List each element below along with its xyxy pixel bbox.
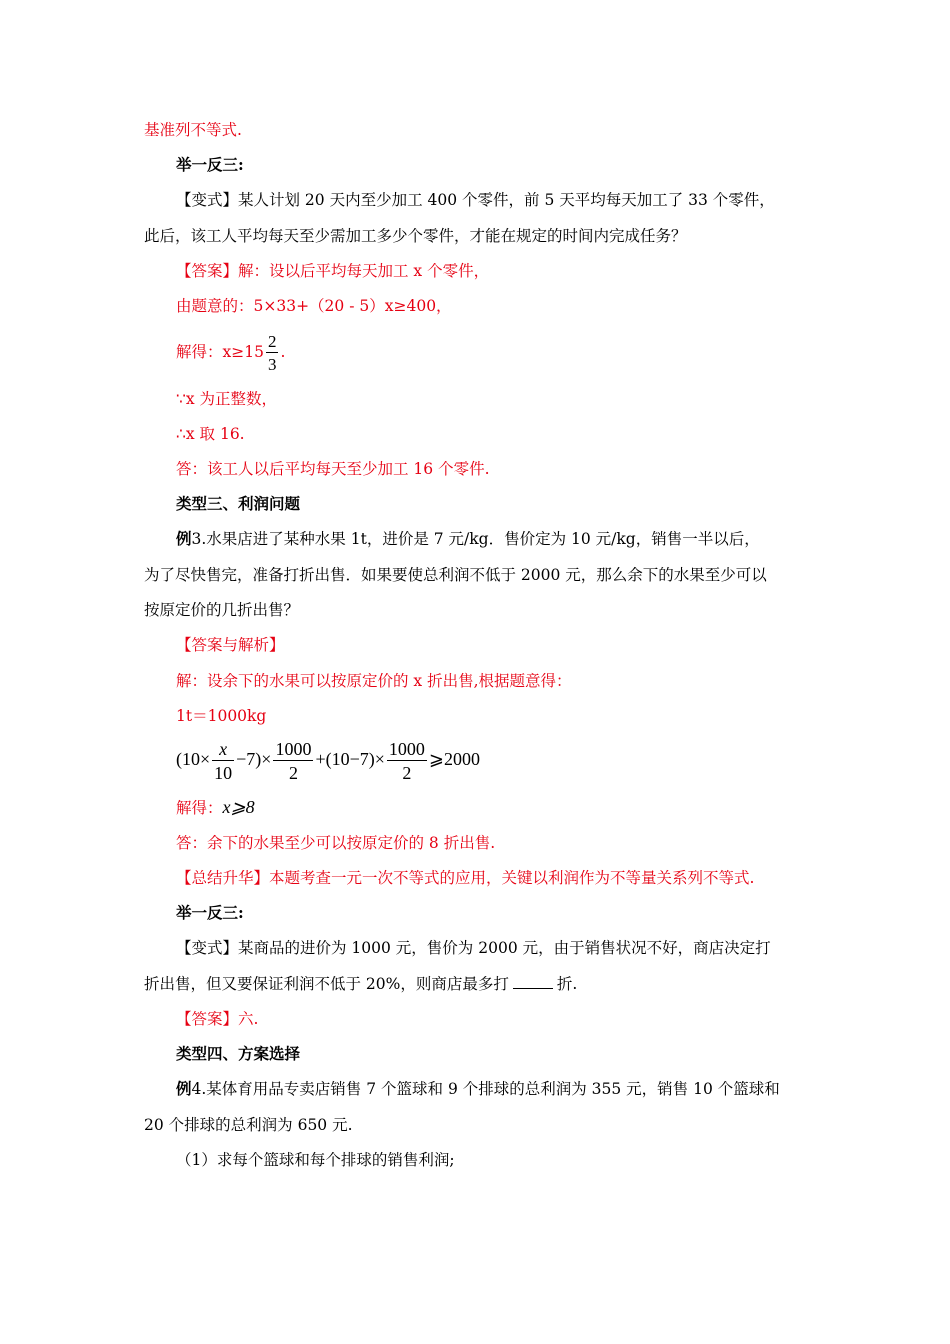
example4-line-2: 20 个排球的总利润为 650 元.: [144, 1116, 353, 1134]
eq-fraction-x-over-10: [212, 740, 234, 782]
summary-tag: 【总结升华】: [176, 869, 270, 887]
variant2-line-2: [144, 973, 577, 995]
solution-setup: 解：设余下的水果可以按原定价的 x 折出售,根据题意得：: [176, 672, 572, 690]
eq-fraction-1000-over-2-a: [273, 740, 313, 782]
eq-part-3: +(10−7)×: [315, 749, 385, 769]
answer-line-2: 由题意的：5×33+（20 - 5）x≥400，: [176, 297, 452, 315]
answer-conclusion: 答：该工人以后平均每天至少加工 16 个零件.: [176, 460, 490, 478]
summary-line: [176, 867, 754, 889]
eq-f1-denominator: 10: [214, 762, 233, 783]
answer-analysis-tag: 【答案与解析】: [176, 636, 285, 654]
answer-solution-line: [176, 330, 285, 374]
eq-part-2: −7)×: [236, 749, 272, 769]
variant-question-line-1: 【变式】某人计划 20 天内至少加工 400 个零件，前 5 天平均每天加工了 33 个零件，: [176, 191, 775, 209]
answer-line-1: 【答案】解：设以后平均每天加工 x 个零件，: [176, 262, 490, 280]
fraction-denominator: 3: [267, 355, 277, 374]
eq-f2-numerator: 1000: [275, 738, 312, 759]
variant2-answer: [176, 1008, 258, 1030]
solution-prefix: 解得：x≥15: [176, 343, 264, 361]
variant2-text-before-blank: 折出售，但又要保证利润不低于 20%，则商店最多打: [144, 975, 509, 993]
variant2-text-after-blank: 折.: [556, 975, 578, 993]
example4-line-1: [176, 1078, 780, 1100]
variant2-answer-text: 六.: [238, 1010, 259, 1028]
eq-f3-denominator: 2: [402, 762, 412, 783]
inequality-equation: [176, 736, 480, 782]
example3-line-1: [176, 528, 760, 550]
eq-f2-denominator: 2: [288, 762, 298, 783]
section-heading-profit: 类型三、利润问题: [176, 494, 301, 513]
fill-in-blank: [513, 974, 553, 989]
variant2-answer-tag: 【答案】: [176, 1010, 239, 1028]
example4-text-1: 4.某体育用品专卖店销售 7 个篮球和 9 个排球的总利润为 355 元，销售 10 个篮球和: [191, 1080, 780, 1098]
paragraph-continuation: 基准列不等式.: [144, 121, 242, 139]
solution-result-math: x⩾8: [222, 797, 255, 817]
summary-text: 本题考查一元一次不等式的应用，关键以利润作为不等量关系列不等式.: [269, 869, 755, 887]
variant2-line-1: 【变式】某商品的进价为 1000 元，售价为 2000 元，由于销售状况不好，商店决定打: [176, 939, 771, 957]
eq-part-1: (10×: [176, 749, 211, 769]
section-heading-practice-2: 举一反三:: [176, 903, 244, 922]
answer-line-because: ∵x 为正整数，: [176, 390, 278, 408]
solution-result-prefix: 解得：: [176, 799, 223, 817]
fraction-two-thirds: [266, 333, 279, 373]
example3-line-2: 为了尽快售完，准备打折出售．如果要使总利润不低于 2000 元，那么余下的水果至少可以: [144, 566, 767, 584]
example3-conclusion: 答：余下的水果至少可以按原定价的 8 折出售.: [176, 834, 496, 852]
example3-line-3: 按原定价的几折出售？: [144, 601, 300, 619]
eq-part-4: ⩾2000: [428, 749, 480, 769]
section-heading-plan: 类型四、方案选择: [176, 1044, 301, 1063]
answer-line-therefore: ∴x 取 16.: [176, 425, 245, 443]
solution-suffix: .: [280, 343, 286, 361]
eq-fraction-1000-over-2-b: [387, 740, 427, 782]
unit-conversion: 1t＝1000kg: [176, 707, 267, 725]
example4-label: 例: [176, 1079, 192, 1098]
variant-question-line-2: 此后，该工人平均每天至少需加工多少个零件，才能在规定的时间内完成任务？: [144, 227, 687, 245]
fraction-numerator: 2: [267, 332, 277, 351]
eq-f3-numerator: 1000: [388, 738, 425, 759]
solution-result-line: [176, 796, 255, 819]
example-label: 例: [176, 529, 192, 548]
eq-f1-numerator: x: [212, 740, 234, 761]
example4-question-1: （1）求每个篮球和每个排球的销售利润;: [176, 1151, 455, 1169]
example3-text-1: 3.水果店进了某种水果 1t，进价是 7 元/kg．售价定为 10 元/kg，销售一半以后，: [191, 530, 760, 548]
section-heading-practice: 举一反三:: [176, 155, 244, 174]
